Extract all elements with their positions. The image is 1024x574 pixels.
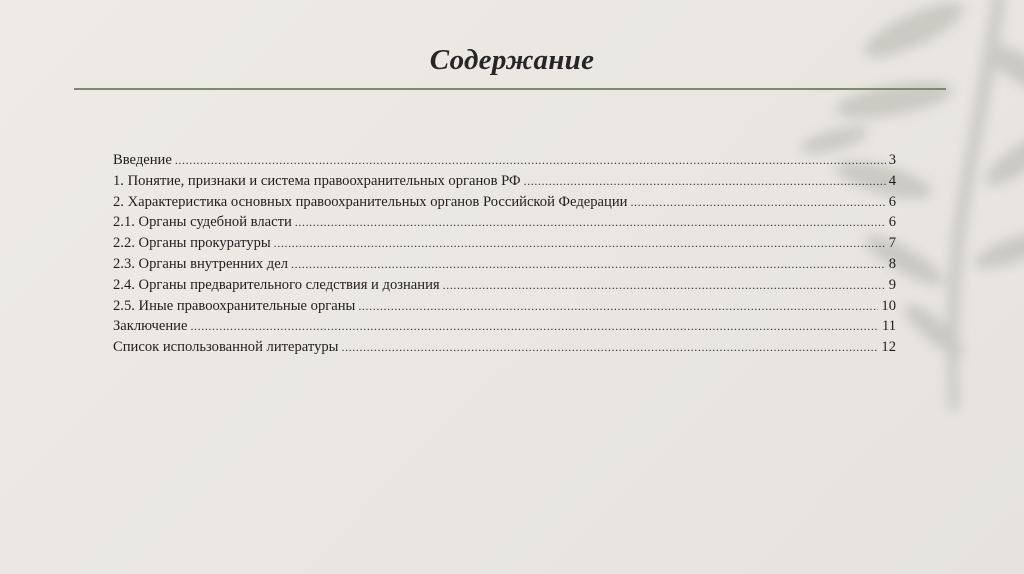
toc-item-page: 6: [888, 193, 896, 210]
toc-item: [113, 298, 896, 319]
toc-item-page: 3: [888, 152, 896, 168]
toc-leader-dots: [291, 257, 886, 272]
toc-leader-dots: [274, 236, 886, 251]
toc-leader-dots: [524, 174, 886, 189]
toc-item: [113, 173, 896, 194]
toc-item-page: 7: [888, 235, 896, 252]
toc-item-page: 12: [881, 339, 896, 356]
toc-item-label: 2.2. Органы прокуратуры: [113, 235, 271, 252]
toc-item-label: 2.3. Органы внутренних дел: [113, 255, 288, 272]
toc-item-label: 2.1. Органы судебной власти: [113, 214, 292, 231]
title-underline: [74, 88, 946, 90]
toc-item-page: 11: [881, 318, 896, 335]
table-of-contents: [113, 152, 896, 360]
toc-item-label: Заключение: [113, 318, 188, 335]
toc-item: [113, 318, 896, 339]
toc-item-page: 10: [881, 297, 896, 314]
toc-leader-dots: [341, 340, 878, 355]
toc-leader-dots: [630, 195, 885, 210]
toc-item-page: 4: [888, 172, 896, 189]
toc-item-label: Введение: [113, 152, 172, 168]
toc-leader-dots: [175, 153, 886, 168]
toc-item-page: 8: [888, 255, 896, 272]
toc-item: [113, 339, 896, 360]
toc-leader-dots: [443, 278, 886, 293]
toc-item-page: 9: [888, 276, 896, 293]
toc-item: [113, 152, 896, 173]
toc-item: [113, 194, 896, 215]
toc-item: [113, 256, 896, 277]
toc-item-label: 1. Понятие, признаки и система правоохранительных органов РФ: [113, 172, 521, 189]
toc-item: [113, 235, 896, 256]
toc-item-label: 2.5. Иные правоохранительные органы: [113, 297, 356, 314]
toc-item-label: Список использованной литературы: [113, 339, 339, 356]
toc-leader-dots: [190, 319, 879, 334]
toc-item-label: 2.4. Органы предварительного следствия и дознания: [113, 276, 440, 293]
toc-leader-dots: [358, 299, 878, 314]
toc-leader-dots: [295, 215, 886, 230]
toc-item-page: 6: [888, 214, 896, 231]
toc-item-label: 2. Характеристика основных правоохранительных органов Российской Федерации: [113, 193, 628, 210]
toc-item: [113, 214, 896, 235]
toc-item: [113, 277, 896, 298]
slide-title: Содержание: [429, 44, 595, 76]
